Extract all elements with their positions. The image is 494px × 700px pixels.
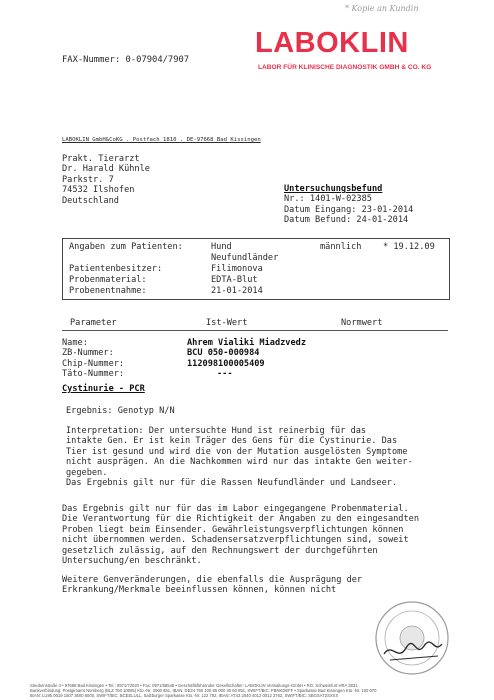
column-value: Ist-Wert xyxy=(206,318,248,328)
owner-label: Patientenbesitzer: xyxy=(69,264,163,274)
sample-date-value: 21-01-2014 xyxy=(211,286,263,296)
signature-underline xyxy=(390,656,438,660)
interpretation-line: nicht ausprägen. An die Nachkommen wird nur das intakte Gen weiter- xyxy=(66,457,413,468)
laboklin-logo-subtitle: LABOR FÜR KLINISCHE DIAGNOSTIK GMBH & CO. KG xyxy=(258,64,432,71)
laboklin-logo: LABOKLIN xyxy=(255,27,409,59)
report-title: Untersuchungsbefund xyxy=(284,184,383,194)
further-info-line: Weitere Genveränderungen, die ebenfalls die Ausprägung der xyxy=(62,575,363,585)
animal-values xyxy=(187,338,306,380)
interpretation-block xyxy=(66,426,413,488)
disclaimer-line: nicht übernommen werden. Schadensersatzverpflichtungen sind, soweit xyxy=(62,535,409,546)
recipient-address xyxy=(62,154,150,206)
zb-label: ZB-Nummer: xyxy=(62,348,114,359)
disclaimer-block xyxy=(62,504,419,566)
material-label: Probenmaterial: xyxy=(69,275,147,285)
chip-number: 112098100005409 xyxy=(187,358,265,369)
report-number: Nr.: 1401-W-02385 xyxy=(284,194,372,205)
footer-line: IBAN: LU85 0019 1507 3600 5000, SWIFT/BIC: BCEELULL, Salzburger Sparkasse Kto.-Nr. 122 762, IBAN: AT43 2040 4012 0012 2762, SWIFT/BIC: SBGSAT2SXXX xyxy=(30,693,339,699)
animal-labels xyxy=(62,338,124,380)
interpretation-line: Das Ergebnis gilt nur für die Rassen Neufundländer und Landseer. xyxy=(66,478,398,489)
sender-line: LABOKLIN GmbH&CoKG . Postfach 1810 . DE-97668 Bad Kissingen xyxy=(62,137,261,143)
test-title: Cystinurie - PCR xyxy=(62,384,145,394)
patient-birth-date: * 19.12.09 xyxy=(383,242,435,252)
chip-label: Chip-Nummer: xyxy=(62,358,125,369)
stamp-seal xyxy=(400,626,424,650)
header-divider xyxy=(62,330,448,331)
report-received-date: Datum Eingang: 23-01-2014 xyxy=(284,204,414,215)
further-info-line: Erkrankung/Merkmale beeinflussen können, können nicht xyxy=(62,585,337,596)
disclaimer-line: gesetzlich zulässig, auf den Rechnungswert der durchgeführten xyxy=(62,545,378,556)
material-value: EDTA-Blut xyxy=(211,275,258,285)
patient-species: Hund xyxy=(211,242,232,252)
page-footer xyxy=(30,683,470,699)
disclaimer-line: Die Verantwortung für die Richtigkeit der Angaben zu den eingesandten xyxy=(62,514,419,525)
recipient-line: Parkstr. 7 xyxy=(62,174,114,185)
zb-number: BCU 050-000984 xyxy=(187,348,260,359)
interpretation-line: Interpretation: Der untersuchte Hund ist reinerbig für das xyxy=(66,426,367,436)
official-stamp xyxy=(372,598,452,678)
interpretation-line: Tier ist gesund und wird die von der Mutation ausgelösten Symptome xyxy=(66,446,408,457)
footer-line: Bankverbindung: Postgiroamt Nürnberg (BLZ 760 10085) Kto.-Nr. 3060 851, IBAN: DE24 760 100 85 000 30 60 851, SWIFT/BIC: PBNKDEFF • Sparkasse Bad Kissingen Kto.-Nr. 150 070 xyxy=(30,688,377,694)
sample-date-label: Probenentnahme: xyxy=(69,286,147,296)
recipient-line: 74532 Ilshofen xyxy=(62,185,135,196)
interpretation-line: intakte Gen. Er ist kein Träger des Gens für die Cystinurie. Das xyxy=(66,436,398,447)
further-info-block xyxy=(62,575,362,596)
report-info xyxy=(284,184,413,226)
tattoo-label: Täto-Nummer: xyxy=(62,369,125,380)
owner-value: Filimonova xyxy=(211,264,263,274)
interpretation-line: gegeben. xyxy=(66,467,108,478)
tattoo-number: --- xyxy=(217,369,233,380)
column-norm: Normwert xyxy=(341,318,383,328)
disclaimer-line: Proben liegt beim Einsender. Gewährleistungsverpflichtungen können xyxy=(62,524,404,535)
patient-label: Angaben zum Patienten: xyxy=(69,242,183,252)
disclaimer-line: Das Ergebnis gilt nur für das im Labor eingegangene Probenmaterial. xyxy=(62,504,409,514)
disclaimer-line: Untersuchung/en beschränkt. xyxy=(62,556,202,567)
animal-name: Ahrem Vialiki Miadzvedz xyxy=(187,338,306,348)
test-result: Ergebnis: Genotyp N/N xyxy=(66,406,175,416)
report-result-date: Datum Befund: 24-01-2014 xyxy=(284,215,409,226)
handwritten-note: * Kopie an Kundin xyxy=(345,4,419,13)
patient-breed: Neufundländer xyxy=(211,253,279,263)
patient-sex: männlich xyxy=(320,242,362,252)
fax-number: FAX-Nummer: 0-07904/7907 xyxy=(62,55,190,65)
recipient-line: Deutschland xyxy=(62,195,119,206)
column-parameter: Parameter xyxy=(70,318,117,328)
recipient-line: Dr. Harald Kühnle xyxy=(62,164,150,175)
name-label: Name: xyxy=(62,338,88,348)
footer-line: Steubenstraße 4 • 97688 Bad Kissingen • Tel.: 0971/72020 • Fax: 0971/68546 • Geschäftsführender Gesellschafter: LABOKLIN Verwaltungs-GmbH • RG: Schweinfurt HRA 3831 xyxy=(30,683,358,688)
recipient-line: Prakt. Tierarzt xyxy=(62,154,140,164)
